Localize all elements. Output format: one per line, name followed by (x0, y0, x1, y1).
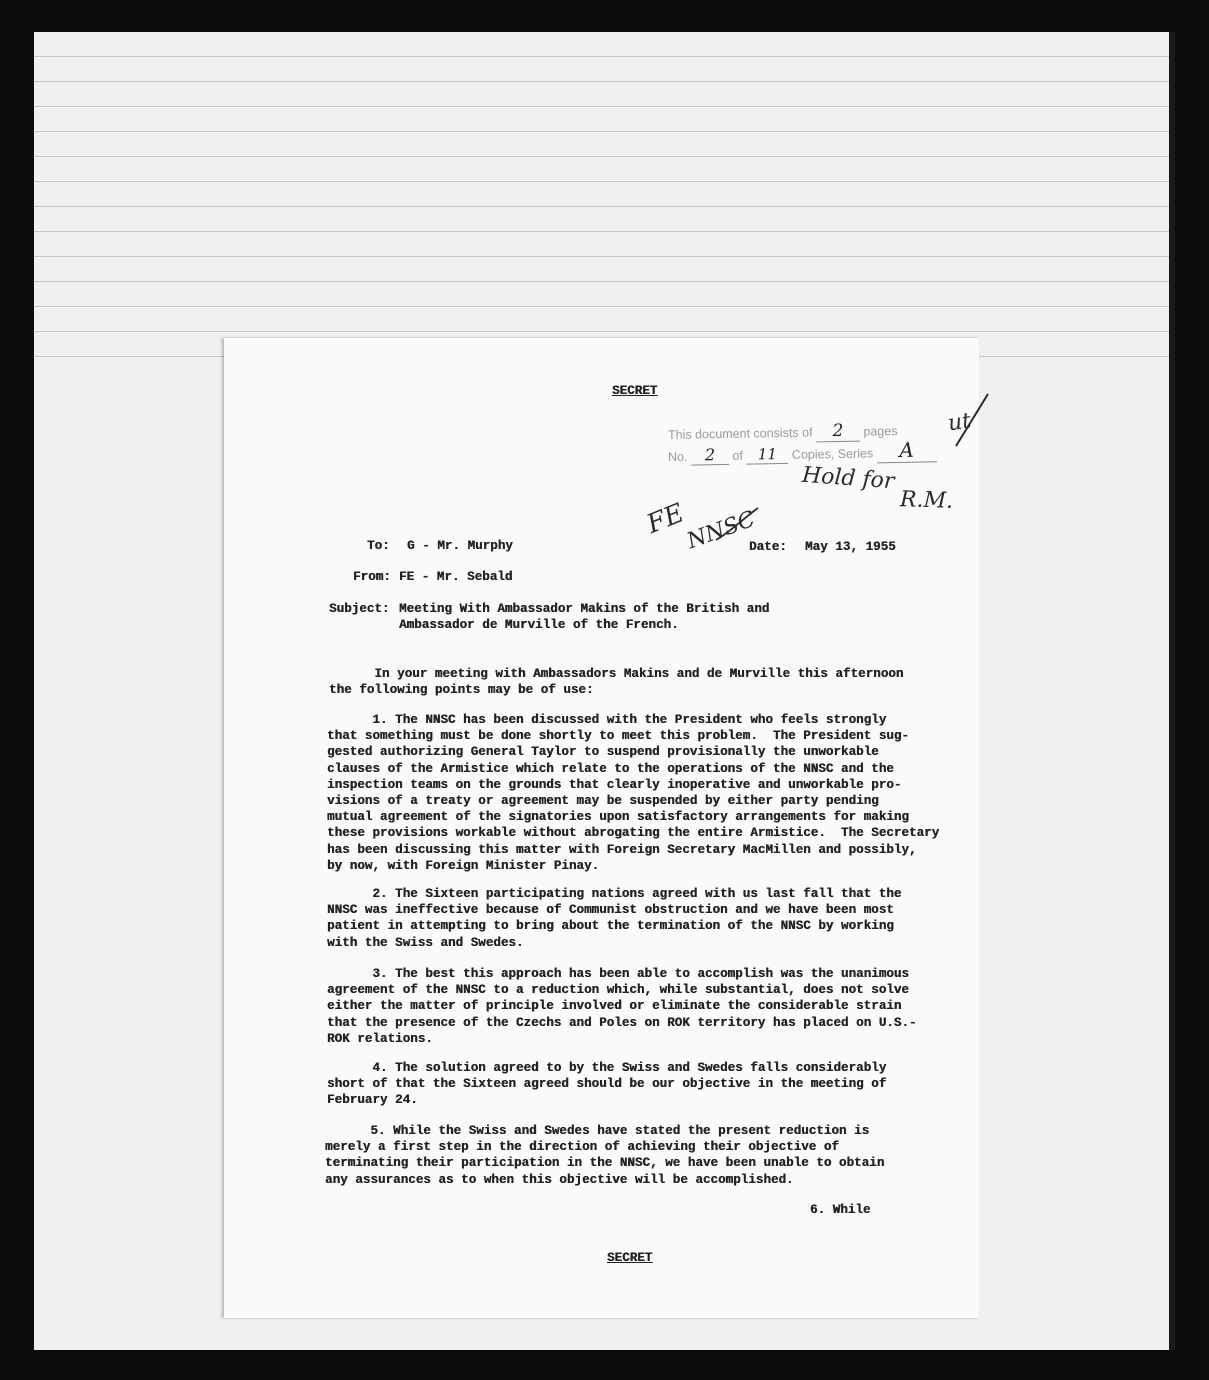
to-label: To: (367, 539, 390, 553)
handwritten-file-note-1: FE (642, 498, 689, 540)
subject-line-1: Meeting With Ambassador Makins of the British and (399, 602, 770, 616)
paragraph-2: 2. The Sixteen participating nations agreed with us last fall that the NNSC was ineffective because of Communist obstruction and we have been most patient in attempting to bring about the termination of the NNSC by working with the Swiss and Swedes. (327, 887, 902, 950)
handwritten-hold-note-2: R.M. (899, 487, 954, 514)
stamp-line1-prefix: This document consists of (667, 425, 813, 442)
from-label: From: (353, 570, 391, 584)
date-label: Date: (749, 540, 787, 554)
strike-mark-icon (948, 390, 996, 450)
paragraph-4: 4. The solution agreed to by the Swiss and Swedes falls considerably short of that the Sixteen agreed should be our objective in the meeting of February 24. (327, 1061, 887, 1108)
paragraph-3: 3. The best this approach has been able to accomplish was the unanimous agreement of the NNSC to a reduction which, while substantial, does not solve either the matter of principle involved or eliminate the considerable strain that the presence of the Czechs and Poles on ROK territory has placed on U.S.- ROK relations. (327, 967, 917, 1046)
stamp-pages-count: 2 (816, 421, 860, 443)
stamp-line2-of: of (732, 448, 744, 463)
from-value: FE - Mr. Sebald (399, 570, 513, 584)
date-value: May 13, 1955 (805, 540, 896, 554)
subject-label: Subject: (329, 602, 390, 616)
intro-paragraph: In your meeting with Ambassadors Makins and de Murville this afternoon the following points may be of use: (329, 667, 904, 698)
paragraph-1: 1. The NNSC has been discussed with the President who feels strongly that something must be done shortly to meet this problem. The President sug- gested authorizing General Taylor to suspend provisionally the unworkable clauses of the Armistice which relate to the operations of the NNSC and the inspection teams on the grounds that clearly inoperative and unworkable pro- visions of a treaty or agreement may be suspended by either party pending mutual agreement of the signatories upon satisfactory arrangements for making these provisions workable without abrogating the entire Armistice. The Secretary has been discussing this matter with Foreign Secretary MacMillen and possibly, by now, with Foreign Minister Pinay. (327, 713, 940, 873)
handwritten-initials: ut (946, 408, 973, 437)
paragraph-5: 5. While the Swiss and Swedes have stated the present reduction is merely a first step in the direction of achieving their objective of terminating their participation in the NNSC, we have been unable to obtain any assurances as to when this objective will be accomplished. (325, 1124, 885, 1187)
classification-top: SECRET (612, 384, 658, 398)
stamp-copy-number: 2 (691, 445, 729, 466)
classification-bottom: SECRET (607, 1251, 653, 1265)
ledger-paper-background (34, 32, 1169, 372)
file-note-underline-icon (712, 504, 762, 544)
stamp-series: A (876, 437, 936, 463)
subject-line-2: Ambassador de Murville of the French. (399, 618, 679, 632)
handwritten-file-note-2: NNSC (683, 506, 759, 555)
stamp-line1-suffix: pages (863, 423, 898, 439)
handwritten-hold-note-1: Hold for (801, 462, 896, 495)
stamp-copies-total: 11 (746, 445, 788, 465)
to-value: G - Mr. Murphy (407, 539, 513, 553)
memo-sheet (224, 338, 979, 1318)
stamp-line2-prefix: No. (667, 449, 688, 464)
continuation-marker: 6. While (810, 1203, 871, 1217)
stamp-line2-suffix: Copies, Series (791, 446, 874, 462)
